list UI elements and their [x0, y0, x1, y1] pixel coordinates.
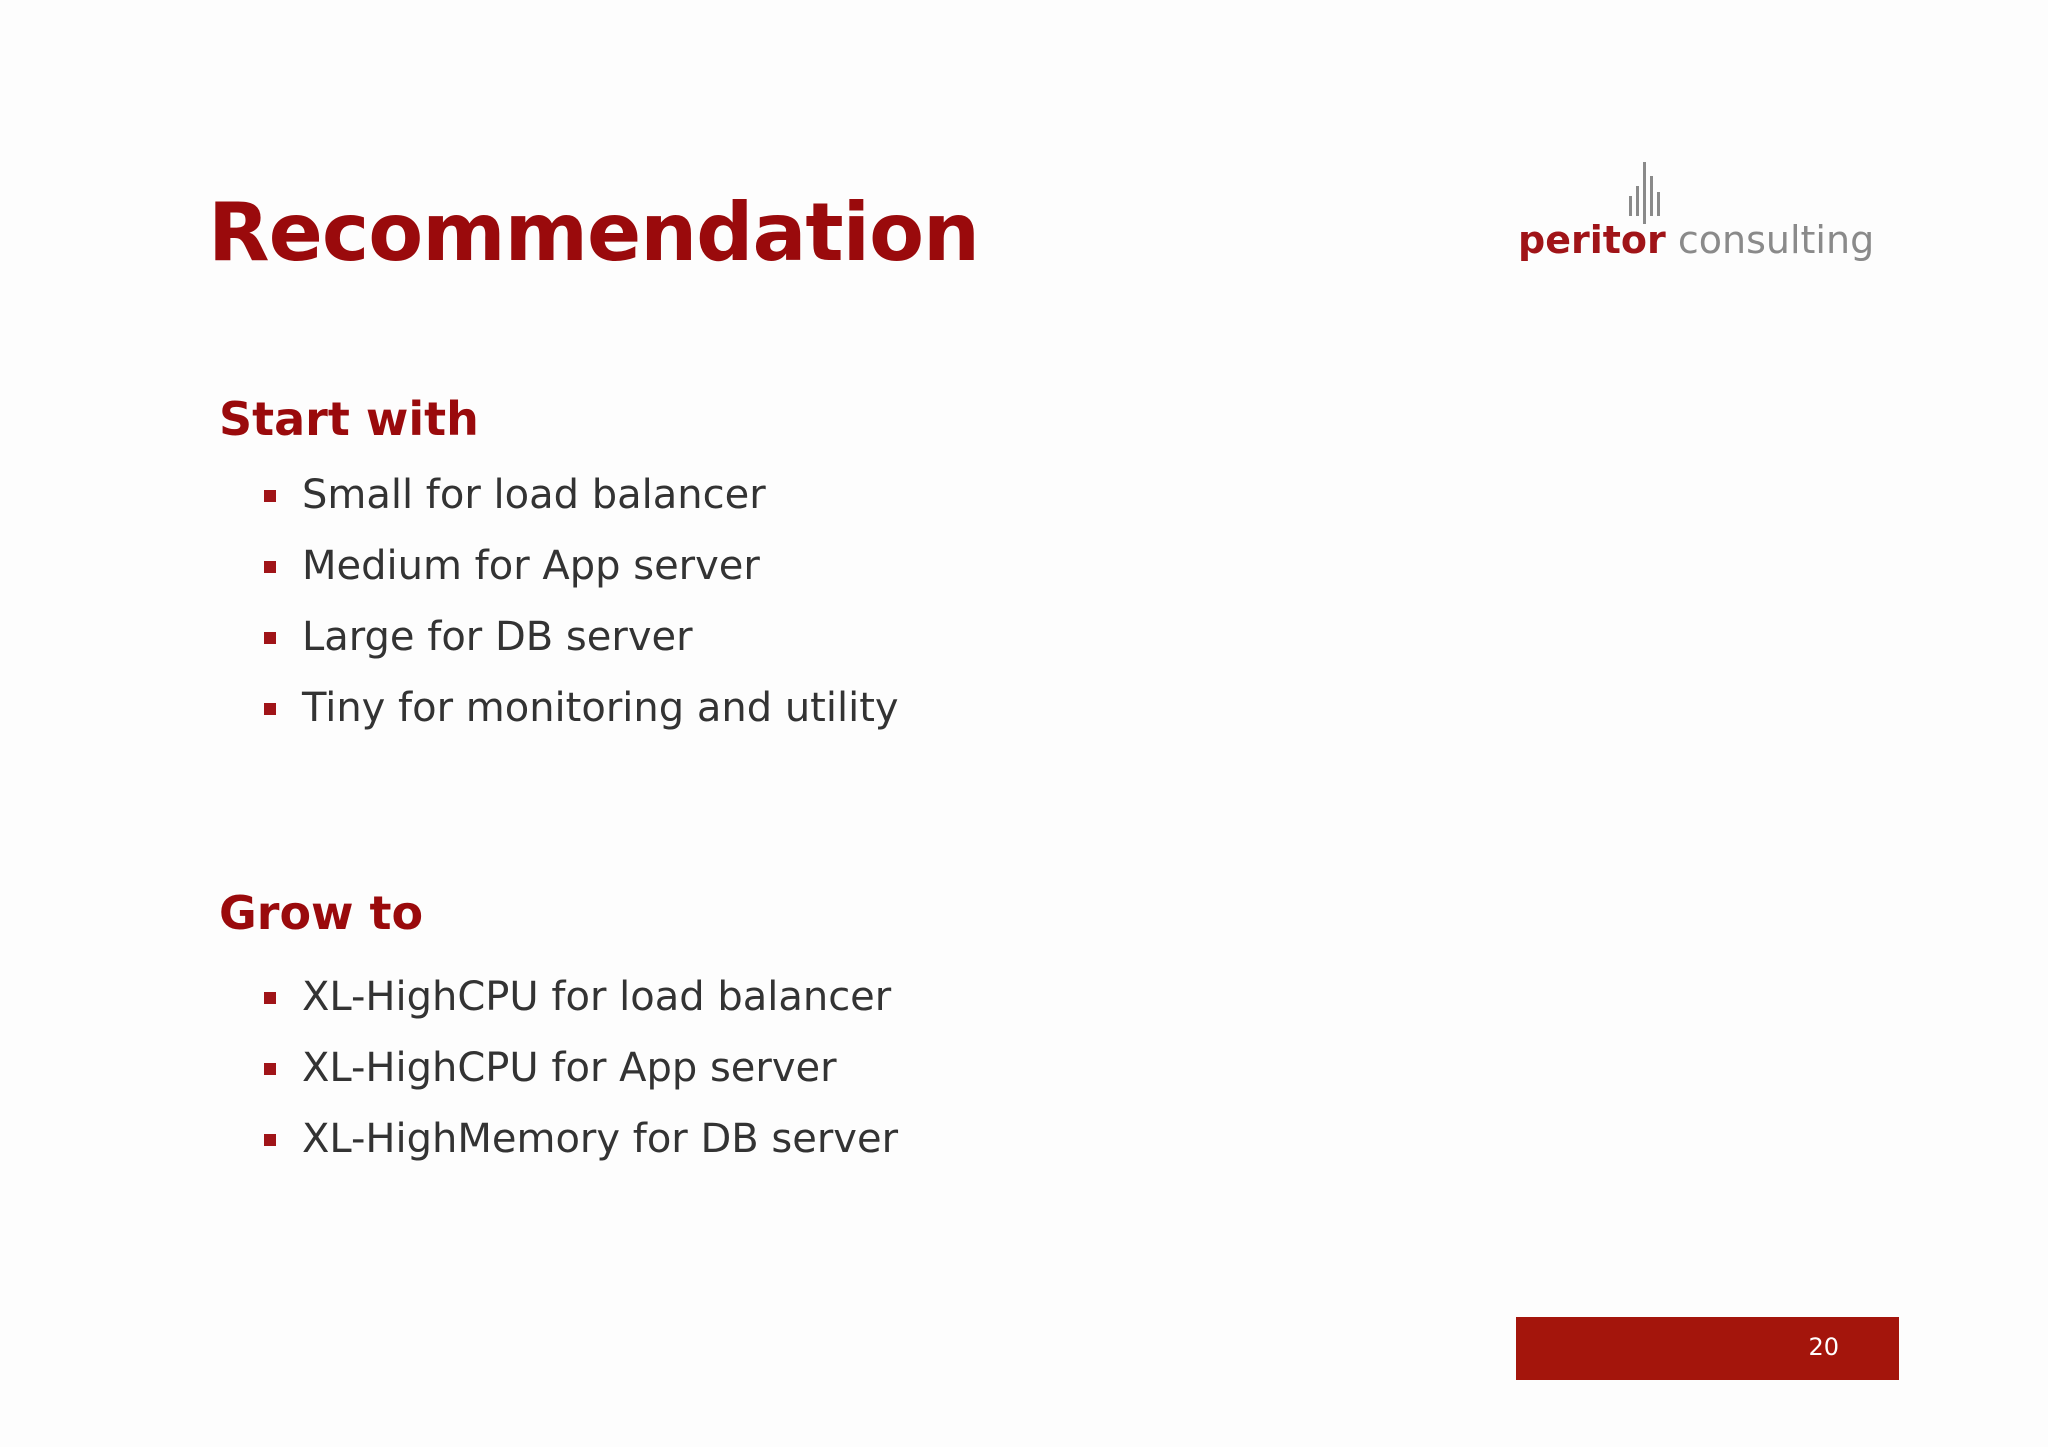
- bullet-square-icon: [264, 632, 276, 644]
- list-item: Small for load balancer: [262, 460, 899, 531]
- section-heading-start-with: Start with: [219, 392, 479, 446]
- footer-bar: [1516, 1317, 1899, 1380]
- list-item: Large for DB server: [262, 602, 899, 673]
- logo-brand-part1: peritor: [1518, 218, 1666, 262]
- start-with-list: [262, 460, 899, 744]
- bullet-square-icon: [264, 490, 276, 502]
- section-heading-grow-to: Grow to: [219, 886, 424, 940]
- list-item: XL-HighCPU for App server: [262, 1033, 898, 1104]
- list-item: Tiny for monitoring and utility: [262, 673, 899, 744]
- bullet-square-icon: [264, 703, 276, 715]
- list-item: XL-HighCPU for load balancer: [262, 962, 898, 1033]
- list-item: Medium for App server: [262, 531, 899, 602]
- bullet-square-icon: [264, 992, 276, 1004]
- bullet-square-icon: [264, 1063, 276, 1075]
- slide-title: Recommendation: [208, 186, 979, 279]
- logo-brand-part2: consulting: [1677, 218, 1875, 262]
- bullet-square-icon: [264, 1134, 276, 1146]
- bullet-square-icon: [264, 561, 276, 573]
- company-logo: [1518, 158, 1875, 278]
- page-number: 20: [1808, 1333, 1839, 1361]
- grow-to-list: [262, 962, 898, 1175]
- logo-bars-icon: [1626, 158, 1670, 224]
- list-item: XL-HighMemory for DB server: [262, 1104, 898, 1175]
- logo-text: [1518, 218, 1874, 262]
